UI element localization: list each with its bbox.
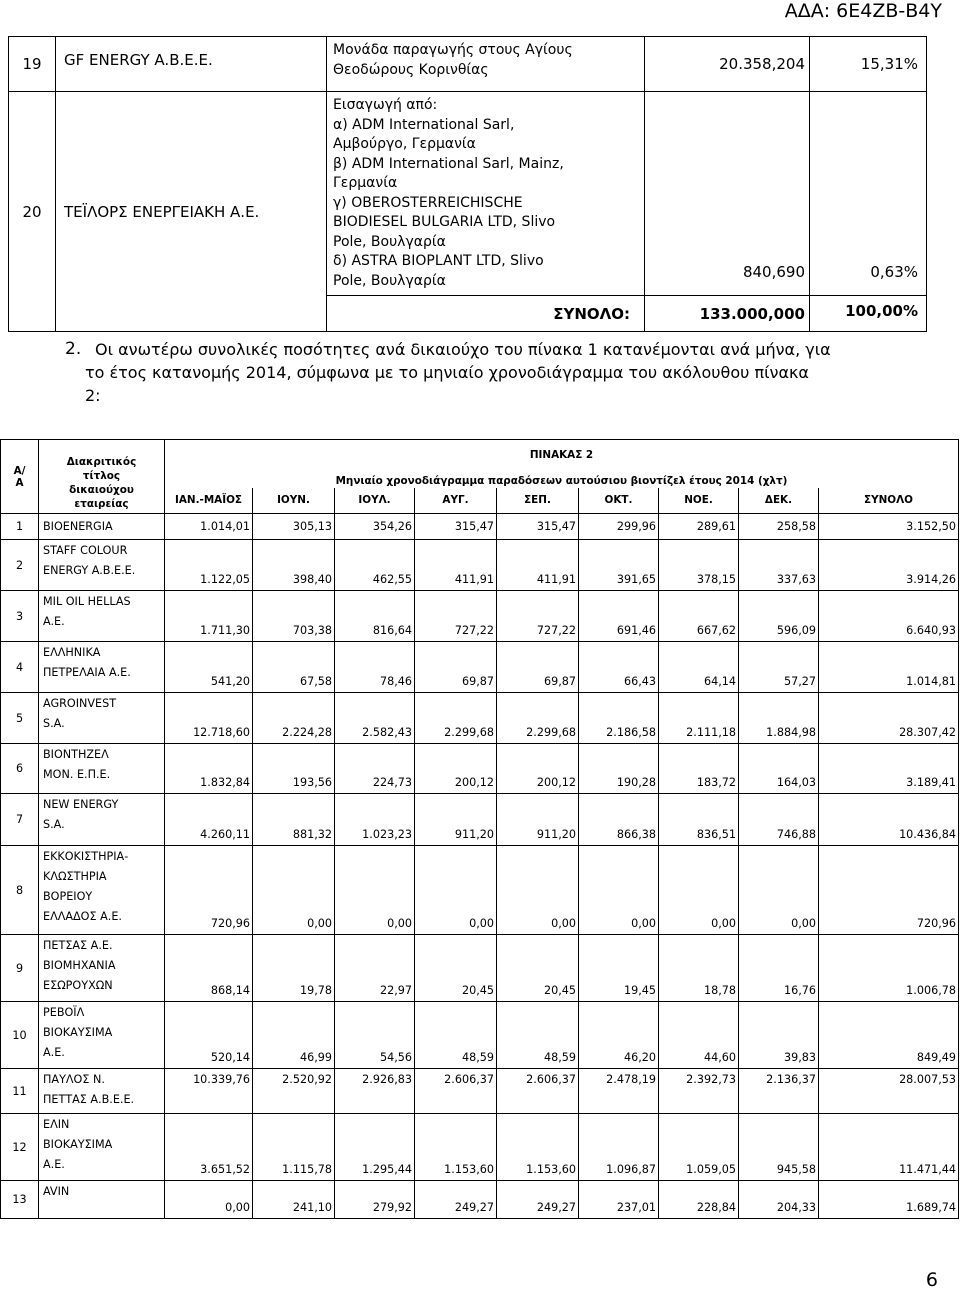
month-value: 249,27 xyxy=(415,1181,497,1219)
month-value: 691,46 xyxy=(579,591,659,642)
company-name-line: ΠΕΤΣΑΣ Α.Ε. xyxy=(43,939,113,952)
company-cell xyxy=(39,846,165,935)
month-header: ΣΕΠ. xyxy=(497,488,579,514)
company-name-line: ΒΟΡΕΙΟΥ xyxy=(43,890,93,903)
month-value: 1.023,23 xyxy=(335,794,415,846)
month-header: ΝΟΕ. xyxy=(659,488,739,514)
table-row xyxy=(1,514,959,540)
table-row xyxy=(1,1181,959,1219)
description-line: δ) ASTRA BIOPLANT LTD, Slivo xyxy=(333,253,544,269)
aa-header-line: Α xyxy=(15,476,24,489)
row-total: 849,49 xyxy=(819,1002,959,1069)
company-name-line: ΕΚΚΟΚΙΣΤΗΡΙΑ- xyxy=(43,850,129,863)
description-line: Pole, Βουλγαρία xyxy=(333,233,446,250)
company-cell xyxy=(39,1069,165,1114)
month-value: 1.096,87 xyxy=(579,1114,659,1181)
month-value: 249,27 xyxy=(497,1181,579,1219)
aa-header xyxy=(1,440,39,514)
month-value: 57,27 xyxy=(739,642,819,693)
name-header-line: Διακριτικός xyxy=(66,456,137,468)
month-value: 541,20 xyxy=(165,642,253,693)
company-name-line: ENERGY A.B.E.E. xyxy=(43,564,136,577)
company-name-line: ΒΙΟΝΤΗΖΕΛ xyxy=(43,748,109,761)
month-value: 241,10 xyxy=(253,1181,335,1219)
month-value: 2.926,83 xyxy=(335,1069,415,1114)
description-line: Pole, Βουλγαρία xyxy=(333,272,446,289)
month-value: 0,00 xyxy=(253,846,335,935)
description-line: α) ADM International Sarl, xyxy=(333,116,515,133)
month-value: 69,87 xyxy=(497,642,579,693)
month-value: 881,32 xyxy=(253,794,335,846)
month-value: 391,65 xyxy=(579,540,659,591)
month-value: 411,91 xyxy=(415,540,497,591)
month-value: 48,59 xyxy=(497,1002,579,1069)
company-name-line: STAFF COLOUR xyxy=(43,544,128,557)
row-total: 10.436,84 xyxy=(819,794,959,846)
company-name-line: NEW ENERGY xyxy=(43,798,119,811)
month-value: 46,20 xyxy=(579,1002,659,1069)
paragraph-line: Οι ανωτέρω συνολικές ποσότητες ανά δικαιούχο του πίνακα 1 κατανέμονται ανά μήνα, για xyxy=(95,340,831,359)
company-name-line: ΕΛΛΗΝΙΚΑ xyxy=(43,646,101,659)
table-subtitle: Μηνιαίο χρονοδιάγραμμα παραδόσεων αυτούσιου βιοντίζελ έτους 2014 (χλτ) xyxy=(165,462,959,488)
row-number: 13 xyxy=(1,1181,39,1219)
company-name-line: ΕΛΛΑΔΟΣ Α.Ε. xyxy=(43,910,122,923)
month-value: 228,84 xyxy=(659,1181,739,1219)
description-line: Εισαγωγή από: xyxy=(333,97,438,113)
row-total: 3.189,41 xyxy=(819,744,959,794)
name-header-line: δικαιούχου xyxy=(69,484,134,496)
month-value: 22,97 xyxy=(335,935,415,1002)
company-name-line: S.A. xyxy=(43,717,65,730)
table-row xyxy=(1,1002,959,1069)
company-name-line: ΜΟΝ. Ε.Π.Ε. xyxy=(43,768,111,781)
page-number: 6 xyxy=(925,1269,938,1291)
month-value: 18,78 xyxy=(659,935,739,1002)
month-header: ΟΚΤ. xyxy=(579,488,659,514)
row-total: 28.007,53 xyxy=(819,1069,959,1114)
name-header-line: τίτλος xyxy=(82,470,121,482)
month-value: 258,58 xyxy=(739,514,819,540)
month-value: 69,87 xyxy=(415,642,497,693)
company-cell xyxy=(39,1181,165,1219)
company-name-line: ΒΙΟΚΑΥΣΙΜΑ xyxy=(43,1026,113,1039)
company-cell xyxy=(39,540,165,591)
company-name-line: MIL OIL HELLAS xyxy=(43,595,131,608)
row-number: 4 xyxy=(1,642,39,693)
month-value: 299,96 xyxy=(579,514,659,540)
company-cell xyxy=(39,693,165,744)
month-value: 19,45 xyxy=(579,935,659,1002)
total-percent: 100,00% xyxy=(810,296,927,332)
row-number: 9 xyxy=(1,935,39,1002)
company-name-line: A.E. xyxy=(43,615,65,628)
month-value: 64,14 xyxy=(659,642,739,693)
company-cell xyxy=(39,1114,165,1181)
row-total: 28.307,42 xyxy=(819,693,959,744)
month-value: 836,51 xyxy=(659,794,739,846)
row-number: 2 xyxy=(1,540,39,591)
paragraph-line: 2: xyxy=(85,386,101,405)
paragraph-line: το έτος κατανομής 2014, σύμφωνα με το μηνιαίο χρονοδιάγραμμα του ακόλουθου πίνακα xyxy=(85,363,809,382)
table-row xyxy=(9,92,927,296)
company-cell xyxy=(39,744,165,794)
table-row xyxy=(1,1069,959,1114)
month-value: 703,38 xyxy=(253,591,335,642)
month-value: 0,00 xyxy=(415,846,497,935)
month-value: 200,12 xyxy=(415,744,497,794)
month-value: 46,99 xyxy=(253,1002,335,1069)
row-total: 1.689,74 xyxy=(819,1181,959,1219)
month-value: 54,56 xyxy=(335,1002,415,1069)
percent: 15,31% xyxy=(810,37,927,92)
table-row xyxy=(1,693,959,744)
month-value: 727,22 xyxy=(497,591,579,642)
company-name-line: ΡΕΒΟΪΛ xyxy=(43,1006,85,1019)
month-value: 2.582,43 xyxy=(335,693,415,744)
company-name: GF ENERGY A.B.E.E. xyxy=(56,37,327,92)
company-cell xyxy=(39,935,165,1002)
month-header: ΑΥΓ. xyxy=(415,488,497,514)
company-name-line: Α.Ε. xyxy=(43,1046,65,1059)
month-value: 183,72 xyxy=(659,744,739,794)
month-value: 200,12 xyxy=(497,744,579,794)
month-value: 315,47 xyxy=(497,514,579,540)
quantity: 20.358,204 xyxy=(645,37,810,92)
month-value: 1.884,98 xyxy=(739,693,819,744)
month-value: 2.392,73 xyxy=(659,1069,739,1114)
table-row xyxy=(1,744,959,794)
description-cell xyxy=(327,37,645,92)
month-value: 1.153,60 xyxy=(497,1114,579,1181)
total-label: ΣΥΝΟΛΟ: xyxy=(327,296,645,332)
table-title: ΠΙΝΑΚΑΣ 2 xyxy=(165,440,959,462)
month-value: 1.122,05 xyxy=(165,540,253,591)
month-value: 868,14 xyxy=(165,935,253,1002)
month-value: 39,83 xyxy=(739,1002,819,1069)
month-value: 462,55 xyxy=(335,540,415,591)
quantity: 840,690 xyxy=(645,92,810,296)
row-number: 11 xyxy=(1,1069,39,1114)
month-value: 746,88 xyxy=(739,794,819,846)
month-value: 3.651,52 xyxy=(165,1114,253,1181)
month-value: 4.260,11 xyxy=(165,794,253,846)
month-value: 378,15 xyxy=(659,540,739,591)
month-value: 67,58 xyxy=(253,642,335,693)
table-row xyxy=(1,1114,959,1181)
month-value: 2.111,18 xyxy=(659,693,739,744)
company-name-line: ΚΛΩΣΤΗΡΙΑ xyxy=(43,870,107,883)
company-name-line: Α.Ε. xyxy=(43,1158,65,1171)
month-value: 1.832,84 xyxy=(165,744,253,794)
row-number: 1 xyxy=(1,514,39,540)
month-value: 596,09 xyxy=(739,591,819,642)
month-value: 0,00 xyxy=(497,846,579,935)
company-name-line: AGROINVEST xyxy=(43,697,117,710)
table-row xyxy=(1,935,959,1002)
month-value: 2.520,92 xyxy=(253,1069,335,1114)
company-cell xyxy=(39,514,165,540)
month-header: ΙΟΥΝ. xyxy=(253,488,335,514)
month-value: 945,58 xyxy=(739,1114,819,1181)
month-value: 2.224,28 xyxy=(253,693,335,744)
company-cell xyxy=(39,1002,165,1069)
table-row xyxy=(1,794,959,846)
month-value: 1.711,30 xyxy=(165,591,253,642)
table-row xyxy=(1,846,959,935)
month-value: 16,76 xyxy=(739,935,819,1002)
month-value: 1.153,60 xyxy=(415,1114,497,1181)
monthly-schedule-table xyxy=(0,439,959,1219)
month-value: 0,00 xyxy=(579,846,659,935)
company-name-line: ΕΣΩΡΟΥΧΩΝ xyxy=(43,979,113,992)
month-value: 2.606,37 xyxy=(497,1069,579,1114)
table-row xyxy=(1,591,959,642)
description-line: Μονάδα παραγωγής στους Αγίους xyxy=(333,42,573,58)
month-value: 0,00 xyxy=(165,1181,253,1219)
month-value: 2.299,68 xyxy=(415,693,497,744)
month-value: 337,63 xyxy=(739,540,819,591)
month-value: 19,78 xyxy=(253,935,335,1002)
row-total: 3.152,50 xyxy=(819,514,959,540)
month-value: 1.014,01 xyxy=(165,514,253,540)
month-value: 2.299,68 xyxy=(497,693,579,744)
month-value: 224,73 xyxy=(335,744,415,794)
month-value: 0,00 xyxy=(335,846,415,935)
row-index: 19 xyxy=(9,37,56,92)
month-header: ΙΟΥΛ. xyxy=(335,488,415,514)
month-value: 1.059,05 xyxy=(659,1114,739,1181)
description-line: γ) OBEROSTERREICHISCHE xyxy=(333,194,523,211)
paragraph-2 xyxy=(65,338,885,407)
month-value: 2.136,37 xyxy=(739,1069,819,1114)
month-value: 720,96 xyxy=(165,846,253,935)
description-line: Γερμανία xyxy=(333,175,398,191)
company-name-line: ΒΙΟΚΑΥΣΙΜΑ xyxy=(43,1138,113,1151)
row-total: 720,96 xyxy=(819,846,959,935)
month-value: 0,00 xyxy=(739,846,819,935)
month-value: 866,38 xyxy=(579,794,659,846)
row-total: 6.640,93 xyxy=(819,591,959,642)
month-value: 2.186,58 xyxy=(579,693,659,744)
table-row xyxy=(1,642,959,693)
row-number: 10 xyxy=(1,1002,39,1069)
month-value: 44,60 xyxy=(659,1002,739,1069)
month-value: 520,14 xyxy=(165,1002,253,1069)
row-number: 5 xyxy=(1,693,39,744)
month-value: 667,62 xyxy=(659,591,739,642)
company-cell xyxy=(39,591,165,642)
month-value: 20,45 xyxy=(415,935,497,1002)
description-line: β) ADM International Sarl, Mainz, xyxy=(333,155,564,172)
month-header: ΔΕΚ. xyxy=(739,488,819,514)
row-number: 12 xyxy=(1,1114,39,1181)
company-name-line: ΕΛΙΝ xyxy=(43,1118,70,1131)
month-value: 411,91 xyxy=(497,540,579,591)
month-value: 237,01 xyxy=(579,1181,659,1219)
top-allocation-table xyxy=(8,36,927,332)
row-number: 6 xyxy=(1,744,39,794)
month-value: 20,45 xyxy=(497,935,579,1002)
month-value: 2.478,19 xyxy=(579,1069,659,1114)
month-value: 911,20 xyxy=(415,794,497,846)
aa-header-line: Α/ xyxy=(13,464,26,477)
schedule-body xyxy=(1,514,959,1219)
month-value: 190,28 xyxy=(579,744,659,794)
month-value: 279,92 xyxy=(335,1181,415,1219)
row-total: 1.006,78 xyxy=(819,935,959,1002)
table-row xyxy=(9,37,927,92)
row-number: 3 xyxy=(1,591,39,642)
month-value: 727,22 xyxy=(415,591,497,642)
month-value: 12.718,60 xyxy=(165,693,253,744)
description-cell xyxy=(327,92,645,296)
company-name-line: ΠΑΥΛΟΣ Ν. xyxy=(43,1073,105,1086)
description-line: BIODIESEL BULGARIA LTD, Slivo xyxy=(333,214,556,230)
month-value: 354,26 xyxy=(335,514,415,540)
month-value: 816,64 xyxy=(335,591,415,642)
row-number: 8 xyxy=(1,846,39,935)
company-cell xyxy=(39,642,165,693)
month-value: 66,43 xyxy=(579,642,659,693)
ada-code: ΑΔΑ: 6Ε4ΖΒ-Β4Υ xyxy=(784,0,942,22)
table-row xyxy=(1,540,959,591)
company-name-line: BIOENERGIA xyxy=(43,519,113,533)
month-value: 1.295,44 xyxy=(335,1114,415,1181)
row-total: 11.471,44 xyxy=(819,1114,959,1181)
description-line: Θεοδώρους Κορινθίας xyxy=(333,61,489,78)
company-name-line: ΠΕΤΡΕΛΑΙΑ Α.Ε. xyxy=(43,666,131,679)
row-total: 1.014,81 xyxy=(819,642,959,693)
name-header xyxy=(39,440,165,514)
company-name-line: ΒΙΟΜΗΧΑΝΙΑ xyxy=(43,959,116,972)
month-value: 1.115,78 xyxy=(253,1114,335,1181)
month-value: 305,13 xyxy=(253,514,335,540)
percent: 0,63% xyxy=(810,92,927,296)
company-name-line: ΠΕΤΤΑΣ Α.Β.Ε.Ε. xyxy=(43,1093,135,1106)
month-value: 78,46 xyxy=(335,642,415,693)
month-value: 48,59 xyxy=(415,1002,497,1069)
company-cell xyxy=(39,794,165,846)
month-value: 911,20 xyxy=(497,794,579,846)
month-value: 398,40 xyxy=(253,540,335,591)
month-value: 2.606,37 xyxy=(415,1069,497,1114)
month-value: 193,56 xyxy=(253,744,335,794)
month-header: ΙΑΝ.-ΜΑΪΟΣ xyxy=(165,488,253,514)
month-value: 164,03 xyxy=(739,744,819,794)
paragraph-number: 2. xyxy=(65,339,82,359)
month-value: 204,33 xyxy=(739,1181,819,1219)
name-header-line: εταιρείας xyxy=(74,498,129,510)
row-total: 3.914,26 xyxy=(819,540,959,591)
header-row xyxy=(1,440,959,462)
company-name: ΤΕΪΛΟΡΣ ΕΝΕΡΓΕΙΑΚΗ Α.Ε. xyxy=(56,92,327,332)
company-name-line: S.A. xyxy=(43,818,65,831)
month-value: 10.339,76 xyxy=(165,1069,253,1114)
description-line: Αμβούργο, Γερμανία xyxy=(333,136,476,152)
company-name-line: AVIN xyxy=(43,1185,70,1198)
month-value: 289,61 xyxy=(659,514,739,540)
month-value: 315,47 xyxy=(415,514,497,540)
total-quantity: 133.000,000 xyxy=(645,296,810,332)
row-number: 7 xyxy=(1,794,39,846)
month-value: 0,00 xyxy=(659,846,739,935)
total-header: ΣΥΝΟΛΟ xyxy=(819,488,959,514)
row-index: 20 xyxy=(9,92,56,332)
